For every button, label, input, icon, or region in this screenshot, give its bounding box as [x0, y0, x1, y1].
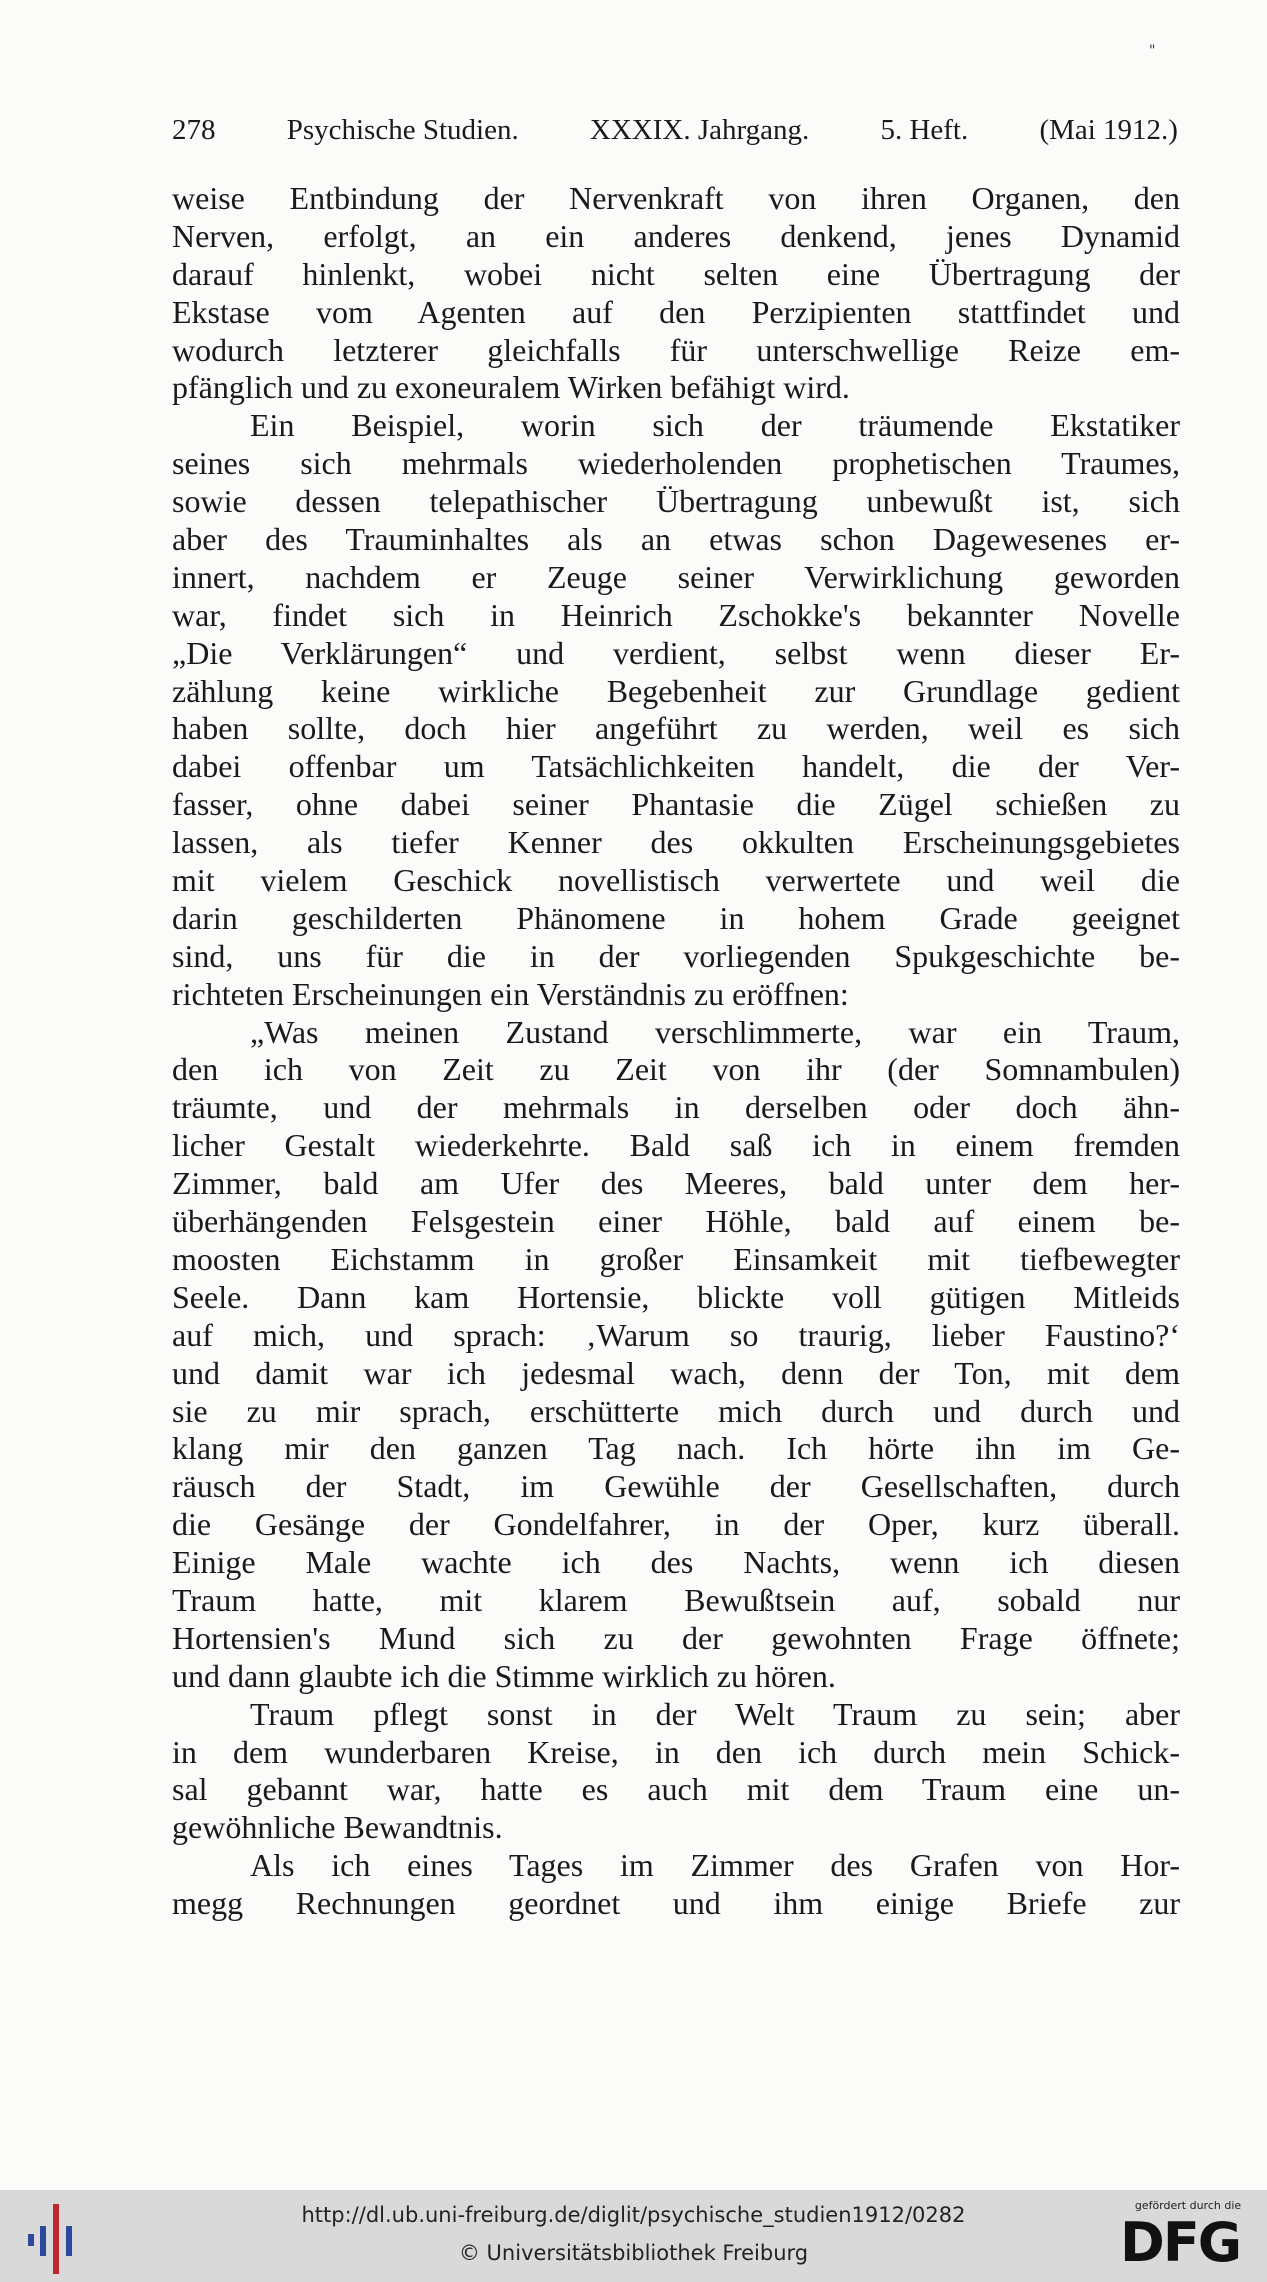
- text-line: wodurch letzterer gleichfalls für unterschwellige Reize em-: [172, 331, 1180, 368]
- text-line: Als ich eines Tages im Zimmer des Grafen von Hor-: [250, 1847, 1180, 1884]
- body-text: [172, 180, 1180, 1923]
- text-line: pfänglich und zu exoneuralem Wirken befähigt wird.: [172, 369, 850, 406]
- text-line: fasser, ohne dabei seiner Phantasie die Zügel schießen zu: [172, 786, 1180, 823]
- dfg-funding-caption: gefördert durch die: [1134, 2199, 1242, 2212]
- text-line: träumte, und der mehrmals in derselben oder doch ähn-: [172, 1089, 1180, 1126]
- text-line: Hortensien's Mund sich zu der gewohnten Frage öffnete;: [172, 1619, 1180, 1656]
- text-line: Nerven, erfolgt, an ein anderes denkend, jenes Dynamid: [172, 217, 1180, 254]
- page-number: 278: [172, 114, 216, 146]
- text-line: licher Gestalt wiederkehrte. Bald saß ich in einem fremden: [172, 1127, 1180, 1164]
- footer-copyright: © Universitätsbibliothek Freiburg: [458, 2241, 809, 2265]
- issue: 5. Heft.: [880, 114, 969, 146]
- text-line: sal gebannt war, hatte es auch mit dem Traum eine un-: [172, 1771, 1180, 1808]
- text-line: „Die Verklärungen“ und verdient, selbst wenn dieser Er-: [172, 634, 1180, 671]
- text-line: innert, nachdem er Zeuge seiner Verwirklichung geworden: [172, 558, 1180, 595]
- footer-url-link[interactable]: http://dl.ub.uni-freiburg.de/diglit/psychische_studien1912/0282: [301, 2203, 966, 2227]
- text-line: räusch der Stadt, im Gewühle der Gesellschaften, durch: [172, 1468, 1180, 1505]
- text-line: sie zu mir sprach, erschütterte mich durch und durch und: [172, 1392, 1180, 1429]
- text-line: megg Rechnungen geordnet und ihm einige Briefe zur: [172, 1885, 1180, 1922]
- text-line: weise Entbindung der Nervenkraft von ihren Organen, den: [172, 180, 1180, 216]
- text-line: Seele. Dann kam Hortensie, blickte voll gütigen Mitleids: [172, 1278, 1180, 1315]
- text-line: überhängenden Felsgestein einer Höhle, bald auf einem be-: [172, 1203, 1180, 1240]
- text-line: Traum pflegt sonst in der Welt Traum zu sein; aber: [250, 1695, 1180, 1732]
- text-line: „Was meinen Zustand verschlimmerte, war ein Traum,: [250, 1013, 1180, 1050]
- text-line: und damit war ich jedesmal wach, denn der Ton, mit dem: [172, 1354, 1180, 1391]
- text-line: die Gesänge der Gondelfahrer, in der Oper, kurz überall.: [172, 1506, 1180, 1543]
- text-line: den ich von Zeit zu Zeit von ihr (der Somnambulen): [172, 1051, 1180, 1088]
- text-line: war, findet sich in Heinrich Zschokke's bekannter Novelle: [172, 596, 1180, 633]
- corner-mark: ": [1149, 43, 1156, 59]
- journal-title: Psychische Studien.: [286, 114, 519, 146]
- text-line: Einige Male wachte ich des Nachts, wenn ich diesen: [172, 1544, 1180, 1581]
- text-line: auf mich, und sprach: ‚Warum so traurig, lieber Faustino?‘: [172, 1316, 1180, 1353]
- text-line: moosten Eichstamm in großer Einsamkeit mit tiefbewegter: [172, 1240, 1180, 1277]
- text-line: Zimmer, bald am Ufer des Meeres, bald unter dem her-: [172, 1165, 1180, 1202]
- text-line: sowie dessen telepathischer Übertragung unbewußt ist, sich: [172, 483, 1180, 520]
- issue-date: (Mai 1912.): [1039, 114, 1178, 146]
- volume: XXXIX. Jahrgang.: [589, 114, 810, 146]
- text-line: gewöhnliche Bewandtnis.: [172, 1809, 503, 1846]
- text-line: richteten Erscheinungen ein Verständnis zu eröffnen:: [172, 975, 849, 1012]
- text-line: darin geschilderten Phänomene in hohem Grade geeignet: [172, 899, 1180, 936]
- running-head: [172, 108, 1178, 152]
- text-line: lassen, als tiefer Kenner des okkulten Erscheinungsgebietes: [172, 824, 1180, 861]
- text-line: und dann glaubte ich die Stimme wirklich zu hören.: [172, 1657, 836, 1694]
- text-line: dabei offenbar um Tatsächlichkeiten handelt, die der Ver-: [172, 748, 1180, 785]
- text-line: Ein Beispiel, worin sich der träumende Ekstatiker: [250, 407, 1180, 444]
- text-line: sind, uns für die in der vorliegenden Spukgeschichte be-: [172, 937, 1180, 974]
- dfg-logo[interactable]: DFG: [1120, 2211, 1241, 2274]
- text-line: klang mir den ganzen Tag nach. Ich hörte ihn im Ge-: [172, 1430, 1180, 1467]
- text-line: Ekstase vom Agenten auf den Perzipienten stattfindet und: [172, 293, 1180, 330]
- text-line: seines sich mehrmals wiederholenden prophetischen Traumes,: [172, 445, 1180, 482]
- text-line: in dem wunderbaren Kreise, in den ich durch mein Schick-: [172, 1733, 1180, 1770]
- text-line: haben sollte, doch hier angeführt zu werden, weil es sich: [172, 710, 1180, 747]
- text-line: zählung keine wirkliche Begebenheit zur Grundlage gedient: [172, 672, 1180, 709]
- text-line: darauf hinlenkt, wobei nicht selten eine Übertragung der: [172, 255, 1180, 292]
- text-line: Traum hatte, mit klarem Bewußtsein auf, sobald nur: [172, 1581, 1180, 1618]
- text-line: mit vielem Geschick novellistisch verwertete und weil die: [172, 862, 1180, 899]
- text-line: aber des Trauminhaltes als an etwas schon Dagewesenes er-: [172, 521, 1180, 558]
